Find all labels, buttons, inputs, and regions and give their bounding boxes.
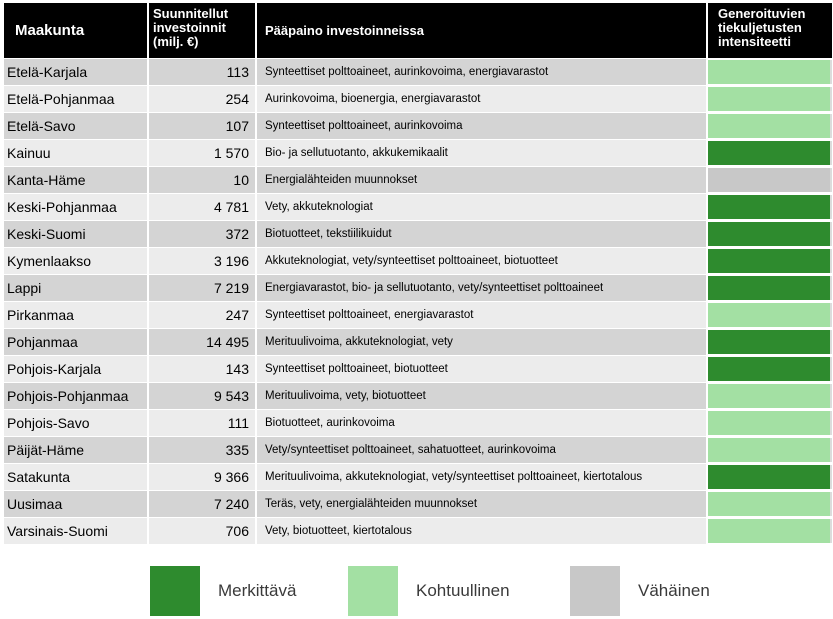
- region-name: Pohjois-Savo: [4, 410, 149, 436]
- investment-value: 3 196: [149, 248, 257, 274]
- table-row: [4, 85, 832, 112]
- region-name: Etelä-Pohjanmaa: [4, 86, 149, 112]
- intensity-indicator: [708, 438, 832, 462]
- region-name: Varsinais-Suomi: [4, 518, 149, 544]
- investment-value: 335: [149, 437, 257, 463]
- intensity-cell: [708, 329, 832, 355]
- intensity-indicator: [708, 357, 832, 381]
- investment-value: 4 781: [149, 194, 257, 220]
- region-name: Kymenlaakso: [4, 248, 149, 274]
- investment-focus: Synteettiset polttoaineet, aurinkovoima, energiavarastot: [257, 59, 708, 85]
- investment-focus: Vety, biotuotteet, kiertotalous: [257, 518, 708, 544]
- legend-label-kohtuullinen: Kohtuullinen: [416, 581, 510, 600]
- investment-focus: Vety, akkuteknologiat: [257, 194, 708, 220]
- intensity-cell: [708, 59, 832, 85]
- intensity-cell: [708, 248, 832, 274]
- investment-focus: Biotuotteet, tekstiilikuidut: [257, 221, 708, 247]
- legend-swatch-merkittava: [150, 566, 200, 616]
- intensity-cell: [708, 221, 832, 247]
- investment-table: [4, 3, 832, 544]
- investment-value: 113: [149, 59, 257, 85]
- region-name: Keski-Suomi: [4, 221, 149, 247]
- region-name: Kainuu: [4, 140, 149, 166]
- table-row: [4, 274, 832, 301]
- header-investoinnit: Suunnitellut investoinnit (milj. €): [149, 3, 257, 58]
- investment-value: 143: [149, 356, 257, 382]
- table-row: [4, 301, 832, 328]
- intensity-indicator: [708, 168, 832, 192]
- intensity-indicator: [708, 195, 832, 219]
- region-name: Pirkanmaa: [4, 302, 149, 328]
- intensity-indicator: [708, 114, 832, 138]
- investment-focus: Merituulivoima, akkuteknologiat, vety: [257, 329, 708, 355]
- table-row: [4, 382, 832, 409]
- table-row: [4, 355, 832, 382]
- intensity-indicator: [708, 411, 832, 435]
- intensity-indicator: [708, 87, 832, 111]
- table-row: [4, 247, 832, 274]
- intensity-cell: [708, 140, 832, 166]
- legend: [0, 566, 833, 616]
- investment-focus: Merituulivoima, akkuteknologiat, vety/synteettiset polttoaineet, kiertotalous: [257, 464, 708, 490]
- table-row: [4, 166, 832, 193]
- investment-value: 7 219: [149, 275, 257, 301]
- intensity-cell: [708, 491, 832, 517]
- investment-focus: Aurinkovoima, bioenergia, energiavarastot: [257, 86, 708, 112]
- intensity-cell: [708, 302, 832, 328]
- intensity-cell: [708, 167, 832, 193]
- region-name: Keski-Pohjanmaa: [4, 194, 149, 220]
- region-name: Etelä-Karjala: [4, 59, 149, 85]
- table-row: [4, 58, 832, 85]
- investment-focus: Merituulivoima, vety, biotuotteet: [257, 383, 708, 409]
- intensity-indicator: [708, 465, 832, 489]
- investment-value: 9 366: [149, 464, 257, 490]
- intensity-indicator: [708, 384, 832, 408]
- intensity-indicator: [708, 141, 832, 165]
- region-name: Pohjois-Pohjanmaa: [4, 383, 149, 409]
- intensity-cell: [708, 356, 832, 382]
- intensity-cell: [708, 86, 832, 112]
- table-row: [4, 436, 832, 463]
- intensity-cell: [708, 464, 832, 490]
- region-name: Kanta-Häme: [4, 167, 149, 193]
- investment-focus: Biotuotteet, aurinkovoima: [257, 410, 708, 436]
- table-row: [4, 409, 832, 436]
- intensity-indicator: [708, 276, 832, 300]
- region-name: Satakunta: [4, 464, 149, 490]
- header-paapaino: Pääpaino investoinneissa: [257, 3, 708, 58]
- investment-value: 111: [149, 410, 257, 436]
- intensity-indicator: [708, 60, 832, 84]
- investment-value: 1 570: [149, 140, 257, 166]
- region-name: Pohjois-Karjala: [4, 356, 149, 382]
- table-row: [4, 193, 832, 220]
- legend-swatch-kohtuullinen: [348, 566, 398, 616]
- investment-value: 706: [149, 518, 257, 544]
- region-name: Lappi: [4, 275, 149, 301]
- intensity-cell: [708, 194, 832, 220]
- intensity-indicator: [708, 249, 832, 273]
- investment-value: 9 543: [149, 383, 257, 409]
- intensity-cell: [708, 383, 832, 409]
- intensity-indicator: [708, 330, 832, 354]
- header-maakunta: Maakunta: [4, 3, 149, 58]
- table-row: [4, 517, 832, 544]
- header-intensiteetti: Generoituvien tiekuljetusten intensiteetti: [708, 3, 832, 58]
- investment-focus: Energialähteiden muunnokset: [257, 167, 708, 193]
- table-row: [4, 463, 832, 490]
- intensity-cell: [708, 410, 832, 436]
- intensity-indicator: [708, 222, 832, 246]
- table-body: [4, 58, 832, 544]
- investment-value: 254: [149, 86, 257, 112]
- table-row: [4, 112, 832, 139]
- region-name: Etelä-Savo: [4, 113, 149, 139]
- investment-focus: Synteettiset polttoaineet, biotuotteet: [257, 356, 708, 382]
- intensity-cell: [708, 437, 832, 463]
- intensity-indicator: [708, 492, 832, 516]
- intensity-indicator: [708, 303, 832, 327]
- investment-value: 107: [149, 113, 257, 139]
- investment-focus: Energiavarastot, bio- ja sellutuotanto, vety/synteettiset polttoaineet: [257, 275, 708, 301]
- table-header: [4, 3, 832, 58]
- table-row: [4, 328, 832, 355]
- table-row: [4, 139, 832, 166]
- table-row: [4, 490, 832, 517]
- intensity-cell: [708, 113, 832, 139]
- intensity-cell: [708, 275, 832, 301]
- table-row: [4, 220, 832, 247]
- investment-value: 14 495: [149, 329, 257, 355]
- legend-label-vahainen: Vähäinen: [638, 581, 710, 600]
- intensity-indicator: [708, 519, 832, 543]
- investment-focus: Vety/synteettiset polttoaineet, sahatuotteet, aurinkovoima: [257, 437, 708, 463]
- region-name: Uusimaa: [4, 491, 149, 517]
- investment-value: 372: [149, 221, 257, 247]
- region-name: Päijät-Häme: [4, 437, 149, 463]
- investment-focus: Teräs, vety, energialähteiden muunnokset: [257, 491, 708, 517]
- legend-swatch-vahainen: [570, 566, 620, 616]
- investment-focus: Akkuteknologiat, vety/synteettiset polttoaineet, biotuotteet: [257, 248, 708, 274]
- legend-label-merkittava: Merkittävä: [218, 581, 297, 600]
- investment-value: 10: [149, 167, 257, 193]
- investment-focus: Synteettiset polttoaineet, energiavarastot: [257, 302, 708, 328]
- region-name: Pohjanmaa: [4, 329, 149, 355]
- investment-focus: Bio- ja sellutuotanto, akkukemikaalit: [257, 140, 708, 166]
- intensity-cell: [708, 518, 832, 544]
- investment-value: 247: [149, 302, 257, 328]
- investment-focus: Synteettiset polttoaineet, aurinkovoima: [257, 113, 708, 139]
- investment-value: 7 240: [149, 491, 257, 517]
